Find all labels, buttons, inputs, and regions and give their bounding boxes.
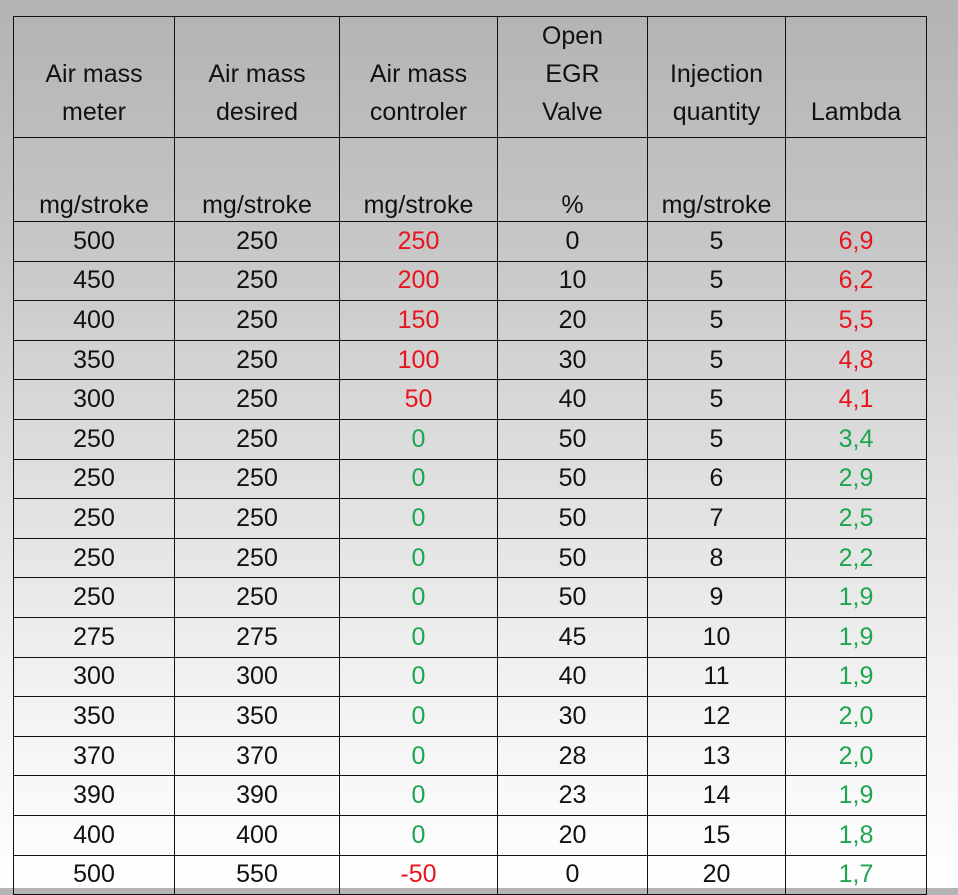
- header-unit-row: [14, 138, 927, 222]
- unit-injection-quantity: mg/stroke: [648, 138, 786, 222]
- cell-air-mass-meter: 300: [14, 657, 175, 697]
- cell-lambda: 2,5: [786, 499, 927, 539]
- cell-lambda: 4,1: [786, 380, 927, 420]
- table-row: [14, 855, 927, 895]
- table-row: [14, 776, 927, 816]
- cell-lambda: 3,4: [786, 419, 927, 459]
- header-air-mass-desired: [175, 17, 340, 138]
- header-line: Air mass: [369, 60, 468, 88]
- header-title-row: [14, 17, 927, 138]
- cell-air-mass-desired: 250: [175, 459, 340, 499]
- cell-air-mass-desired: 250: [175, 222, 340, 262]
- cell-injection-quantity: 14: [648, 776, 786, 816]
- cell-air-mass-meter: 300: [14, 380, 175, 420]
- cell-air-mass-desired: 250: [175, 340, 340, 380]
- cell-air-mass-controler: 100: [340, 340, 498, 380]
- cell-air-mass-desired: 350: [175, 697, 340, 737]
- cell-open-egr-valve: 45: [498, 617, 648, 657]
- cell-air-mass-desired: 250: [175, 301, 340, 341]
- cell-open-egr-valve: 50: [498, 499, 648, 539]
- cell-air-mass-meter: 250: [14, 459, 175, 499]
- table-row: [14, 499, 927, 539]
- cell-lambda: 2,0: [786, 697, 927, 737]
- header-line: Air mass: [208, 60, 306, 88]
- cell-open-egr-valve: 50: [498, 459, 648, 499]
- cell-lambda: 6,2: [786, 261, 927, 301]
- cell-air-mass-controler: 50: [340, 380, 498, 420]
- cell-air-mass-controler: 0: [340, 736, 498, 776]
- cell-open-egr-valve: 20: [498, 815, 648, 855]
- cell-lambda: 1,9: [786, 617, 927, 657]
- cell-air-mass-desired: 250: [175, 380, 340, 420]
- cell-air-mass-meter: 250: [14, 419, 175, 459]
- cell-air-mass-desired: 390: [175, 776, 340, 816]
- cell-air-mass-meter: 370: [14, 736, 175, 776]
- cell-lambda: 5,5: [786, 301, 927, 341]
- header-line: Lambda: [810, 98, 902, 126]
- table-row: [14, 419, 927, 459]
- header-air-mass-controler: [340, 17, 498, 138]
- table-row: [14, 261, 927, 301]
- cell-air-mass-meter: 400: [14, 301, 175, 341]
- header-line: quantity: [672, 98, 761, 126]
- header-line: Air mass: [45, 60, 143, 88]
- unit-air-mass-controler: mg/stroke: [340, 138, 498, 222]
- cell-air-mass-controler: -50: [340, 855, 498, 895]
- cell-lambda: 1,9: [786, 657, 927, 697]
- table-row: [14, 301, 927, 341]
- cell-air-mass-meter: 450: [14, 261, 175, 301]
- cell-injection-quantity: 8: [648, 538, 786, 578]
- table-row: [14, 617, 927, 657]
- cell-lambda: 4,8: [786, 340, 927, 380]
- cell-open-egr-valve: 23: [498, 776, 648, 816]
- cell-lambda: 1,7: [786, 855, 927, 895]
- header-line: Open: [541, 22, 604, 50]
- cell-air-mass-controler: 0: [340, 657, 498, 697]
- cell-injection-quantity: 6: [648, 459, 786, 499]
- header-injection-quantity: [648, 17, 786, 138]
- header-lambda: [786, 17, 927, 138]
- table-row: [14, 459, 927, 499]
- cell-injection-quantity: 5: [648, 340, 786, 380]
- cell-lambda: 1,9: [786, 776, 927, 816]
- cell-air-mass-meter: 400: [14, 815, 175, 855]
- cell-open-egr-valve: 50: [498, 538, 648, 578]
- table-row: [14, 657, 927, 697]
- cell-air-mass-controler: 0: [340, 419, 498, 459]
- cell-air-mass-controler: 0: [340, 776, 498, 816]
- cell-air-mass-controler: 150: [340, 301, 498, 341]
- cell-injection-quantity: 7: [648, 499, 786, 539]
- cell-air-mass-meter: 275: [14, 617, 175, 657]
- cell-air-mass-desired: 275: [175, 617, 340, 657]
- cell-injection-quantity: 13: [648, 736, 786, 776]
- cell-air-mass-controler: 0: [340, 499, 498, 539]
- cell-air-mass-meter: 390: [14, 776, 175, 816]
- table-row: [14, 578, 927, 618]
- cell-air-mass-controler: 0: [340, 578, 498, 618]
- cell-air-mass-meter: 250: [14, 538, 175, 578]
- unit-air-mass-meter: mg/stroke: [14, 138, 175, 222]
- cell-air-mass-meter: 250: [14, 499, 175, 539]
- cell-open-egr-valve: 10: [498, 261, 648, 301]
- cell-air-mass-desired: 370: [175, 736, 340, 776]
- header-line: Injection: [669, 60, 764, 88]
- cell-injection-quantity: 12: [648, 697, 786, 737]
- cell-air-mass-desired: 250: [175, 499, 340, 539]
- cell-air-mass-desired: 250: [175, 419, 340, 459]
- cell-air-mass-controler: 0: [340, 459, 498, 499]
- cell-injection-quantity: 20: [648, 855, 786, 895]
- cell-air-mass-meter: 500: [14, 855, 175, 895]
- cell-injection-quantity: 5: [648, 261, 786, 301]
- cell-injection-quantity: 5: [648, 222, 786, 262]
- cell-injection-quantity: 5: [648, 380, 786, 420]
- cell-lambda: 2,0: [786, 736, 927, 776]
- cell-air-mass-controler: 0: [340, 617, 498, 657]
- cell-air-mass-desired: 300: [175, 657, 340, 697]
- cell-air-mass-controler: 0: [340, 697, 498, 737]
- cell-open-egr-valve: 40: [498, 380, 648, 420]
- cell-open-egr-valve: 30: [498, 697, 648, 737]
- header-line: meter: [62, 98, 126, 126]
- cell-open-egr-valve: 30: [498, 340, 648, 380]
- cell-air-mass-meter: 350: [14, 340, 175, 380]
- cell-lambda: 1,9: [786, 578, 927, 618]
- unit-air-mass-desired: mg/stroke: [175, 138, 340, 222]
- cell-air-mass-desired: 550: [175, 855, 340, 895]
- cell-air-mass-controler: 200: [340, 261, 498, 301]
- cell-air-mass-meter: 350: [14, 697, 175, 737]
- cell-air-mass-desired: 250: [175, 578, 340, 618]
- cell-air-mass-controler: 250: [340, 222, 498, 262]
- header-line: Valve: [542, 98, 603, 126]
- cell-injection-quantity: 9: [648, 578, 786, 618]
- cell-air-mass-desired: 250: [175, 538, 340, 578]
- cell-air-mass-meter: 250: [14, 578, 175, 618]
- table-row: [14, 815, 927, 855]
- table-row: [14, 340, 927, 380]
- cell-air-mass-meter: 500: [14, 222, 175, 262]
- cell-injection-quantity: 11: [648, 657, 786, 697]
- cell-open-egr-valve: 50: [498, 578, 648, 618]
- cell-open-egr-valve: 0: [498, 222, 648, 262]
- cell-open-egr-valve: 20: [498, 301, 648, 341]
- header-line: controler: [369, 98, 468, 126]
- cell-open-egr-valve: 40: [498, 657, 648, 697]
- header-air-mass-meter: [14, 17, 175, 138]
- cell-air-mass-controler: 0: [340, 815, 498, 855]
- unit-lambda: [786, 138, 927, 222]
- cell-injection-quantity: 10: [648, 617, 786, 657]
- cell-lambda: 2,2: [786, 538, 927, 578]
- table-row: [14, 380, 927, 420]
- cell-injection-quantity: 5: [648, 301, 786, 341]
- cell-injection-quantity: 15: [648, 815, 786, 855]
- table-body: [14, 222, 927, 895]
- cell-lambda: 2,9: [786, 459, 927, 499]
- cell-open-egr-valve: 0: [498, 855, 648, 895]
- cell-injection-quantity: 5: [648, 419, 786, 459]
- header-line: desired: [216, 98, 298, 126]
- table-row: [14, 222, 927, 262]
- cell-lambda: 6,9: [786, 222, 927, 262]
- egr-lambda-table: [13, 16, 927, 895]
- table-row: [14, 736, 927, 776]
- cell-air-mass-controler: 0: [340, 538, 498, 578]
- header-line: EGR: [545, 60, 600, 88]
- cell-air-mass-desired: 400: [175, 815, 340, 855]
- table-row: [14, 697, 927, 737]
- table-row: [14, 538, 927, 578]
- cell-open-egr-valve: 50: [498, 419, 648, 459]
- unit-open-egr-valve: %: [498, 138, 648, 222]
- cell-lambda: 1,8: [786, 815, 927, 855]
- cell-open-egr-valve: 28: [498, 736, 648, 776]
- egr-lambda-table-container: [13, 16, 927, 895]
- cell-air-mass-desired: 250: [175, 261, 340, 301]
- header-open-egr-valve: [498, 17, 648, 138]
